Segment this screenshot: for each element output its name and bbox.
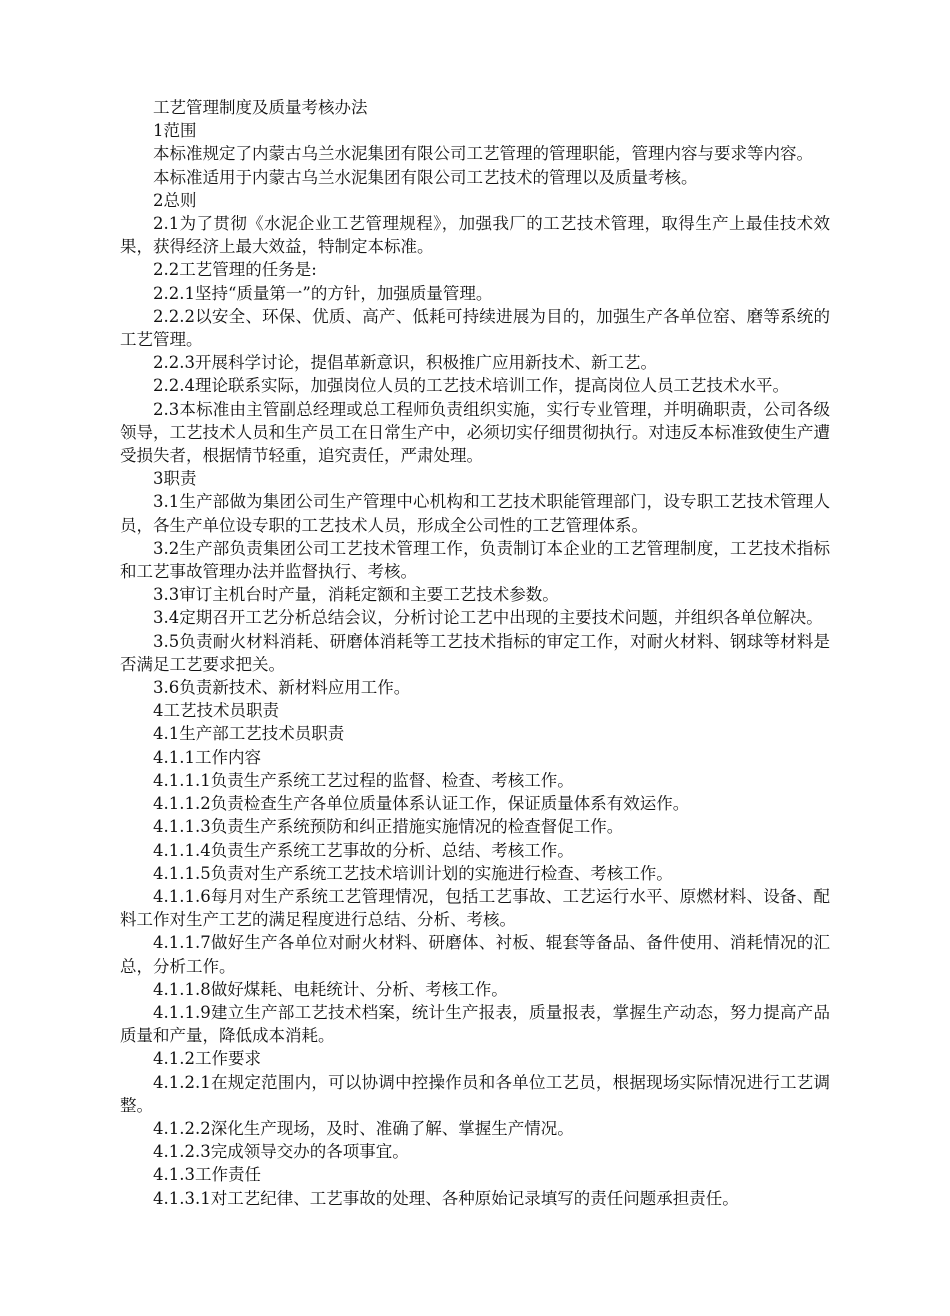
- body-paragraph: 4.1.3.1对工艺纪律、工艺事故的处理、各种原始记录填写的责任问题承担责任。: [153, 1188, 739, 1208]
- body-paragraph: 4.1.1.9建立生产部工艺技术档案，统计生产报表，质量报表，掌握生产动态，努力提高产品质量和产量，降低成本消耗。: [120, 1002, 830, 1046]
- body-paragraph: 4.1.3工作责任: [153, 1165, 261, 1185]
- body-paragraph: 3.4定期召开工艺分析总结会议，分析讨论工艺中出现的主要技术问题，并组织各单位解决。: [153, 608, 823, 628]
- body-paragraph: 4.1.2工作要求: [153, 1049, 261, 1069]
- body-paragraph: 本标准规定了内蒙古乌兰水泥集团有限公司工艺管理的管理职能，管理内容与要求等内容。: [153, 144, 813, 164]
- body-paragraph: 4.1.1.8做好煤耗、电耗统计、分析、考核工作。: [153, 979, 508, 999]
- body-paragraph: 2总则: [153, 190, 197, 210]
- body-paragraph: 2.2工艺管理的任务是:: [153, 260, 317, 280]
- body-paragraph: 2.1为了贯彻《水泥企业工艺管理规程》，加强我厂的工艺技术管理，取得生产上最佳技术效果，获得经济上最大效益，特制定本标准。: [120, 214, 830, 257]
- body-paragraph: 4.1.1.2负责检查生产各单位质量体系认证工作，保证质量体系有效运作。: [153, 794, 690, 814]
- body-paragraph: 本标准适用于内蒙古乌兰水泥集团有限公司工艺技术的管理以及质量考核。: [153, 167, 698, 187]
- body-paragraph: 2.2.1坚持“质量第一”的方针，加强质量管理。: [153, 283, 493, 303]
- body-paragraph: 2.3本标准由主管副总经理或总工程师负责组织实施，实行专业管理，并明确职责，公司各级领导，工艺技术人员和生产员工在日常生产中，必须切实仔细贯彻执行。对违反本标准致使生产遭受损失者，根据情节轻重，追究责任，严肃处理。: [120, 399, 830, 466]
- body-paragraph: 2.2.4理论联系实际，加强岗位人员的工艺技术培训工作，提高岗位人员工艺技术水平。: [153, 376, 789, 396]
- body-paragraph: 3.2生产部负责集团公司工艺技术管理工作，负责制订本企业的工艺管理制度，工艺技术指标和工艺事故管理办法并监督执行、考核。: [120, 538, 830, 582]
- body-paragraph: 1范围: [153, 121, 197, 141]
- body-paragraph: 3.5负责耐火材料消耗、研磨体消耗等工艺技术指标的审定工作，对耐火材料、钢球等材料是否满足工艺要求把关。: [120, 631, 830, 674]
- body-paragraph: 3职责: [153, 469, 197, 489]
- body-paragraph: 3.3审订主机台时产量，消耗定额和主要工艺技术参数。: [153, 585, 559, 605]
- body-paragraph: 4.1.1.1负责生产系统工艺过程的监督、检查、考核工作。: [153, 770, 574, 790]
- body-paragraph: 4.1.1.5负责对生产系统工艺技术培训计划的实施进行检查、考核工作。: [153, 863, 673, 883]
- body-paragraph: 4.1.1.3负责生产系统预防和纠正措施实施情况的检查督促工作。: [153, 817, 624, 837]
- body-paragraph: 3.1生产部做为集团公司生产管理中心机构和工艺技术职能管理部门，设专职工艺技术管理人员，各生产单位设专职的工艺技术人员，形成全公司性的工艺管理体系。: [120, 492, 830, 535]
- body-paragraph: 3.6负责新技术、新材料应用工作。: [153, 678, 411, 698]
- body-paragraph: 4.1.2.3完成领导交办的各项事宜。: [153, 1142, 409, 1162]
- body-paragraph: 4.1.1.4负责生产系统工艺事故的分析、总结、考核工作。: [153, 840, 574, 860]
- body-paragraph: 4.1.1.6每月对生产系统工艺管理情况，包括工艺事故、工艺运行水平、原燃材料、设备、配料工作对生产工艺的满足程度进行总结、分析、考核。: [120, 886, 830, 930]
- body-paragraph: 4.1.2.1在规定范围内，可以协调中控操作员和各单位工艺员，根据现场实际情况进行工艺调整。: [120, 1072, 830, 1115]
- body-paragraph: 4.1.1工作内容: [153, 747, 261, 767]
- body-paragraph: 2.2.3开展科学讨论，提倡革新意识，积极推广应用新技术、新工艺。: [153, 353, 657, 373]
- body-paragraph: 2.2.2以安全、环保、优质、高产、低耗可持续进展为目的，加强生产各单位窑、磨等系统的工艺管理。: [120, 306, 830, 350]
- document-body: [120, 119, 830, 1210]
- document-title: 工艺管理制度及质量考核办法: [153, 98, 368, 117]
- body-paragraph: 4.1生产部工艺技术员职责: [153, 724, 345, 744]
- body-paragraph: 4.1.2.2深化生产现场，及时、准确了解、掌握生产情况。: [153, 1118, 574, 1138]
- body-paragraph: 4.1.1.7做好生产各单位对耐火材料、研磨体、衬板、辊套等备品、备件使用、消耗情况的汇总，分析工作。: [120, 933, 830, 976]
- body-paragraph: 4工艺技术员职责: [153, 701, 279, 721]
